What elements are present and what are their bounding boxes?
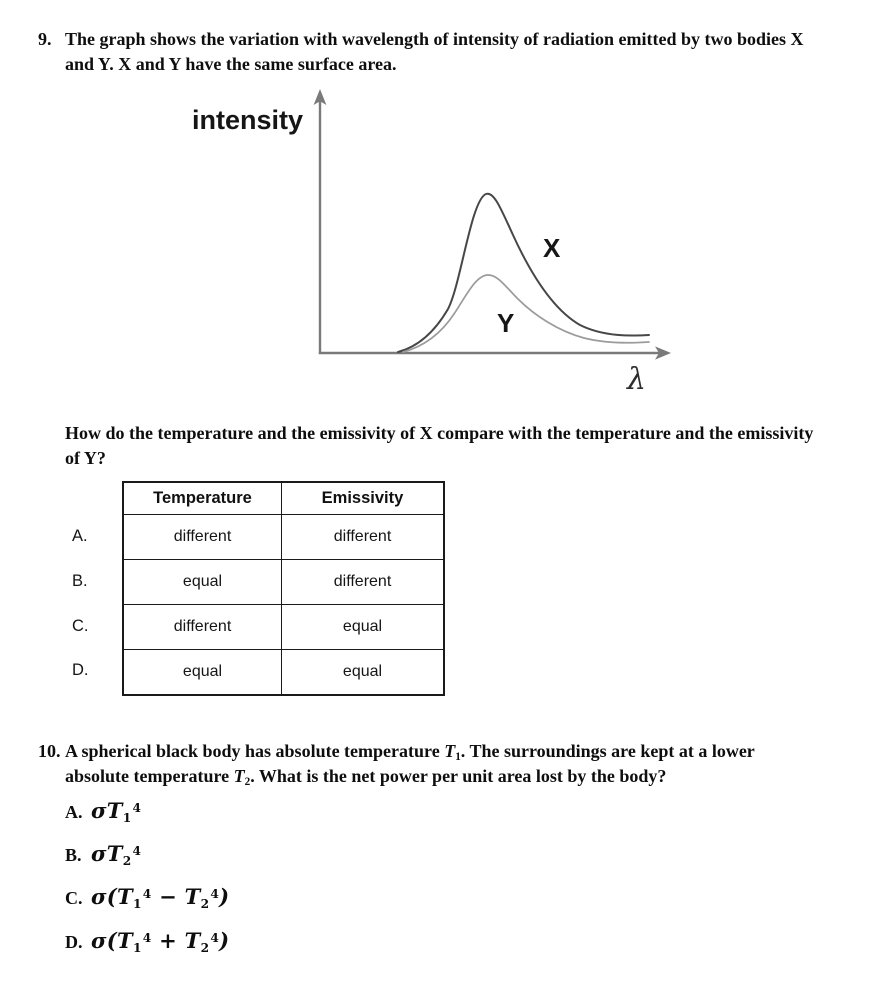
q10-line1-pre: A spherical black body has absolute temperature: [65, 741, 445, 761]
option-label-b: B.: [72, 572, 88, 590]
question-10-line-1: [65, 739, 755, 764]
q10-line2-variable: [234, 766, 251, 786]
cell-d-emissivity: equal: [282, 650, 445, 696]
q10-option-b-formula: $\sigma T_2^4$: [91, 841, 142, 868]
q10-line1-variable: [444, 741, 461, 761]
q10-line2-post: . What is the net power per unit area lost by the body?: [250, 766, 667, 786]
curve-x: [398, 194, 649, 352]
table-row-c: [123, 605, 444, 650]
table-row-a: [123, 515, 444, 560]
curve-y-label: Y: [497, 308, 515, 338]
question-10-number: 10.: [38, 741, 61, 761]
question-9-text: [65, 27, 804, 77]
y-axis-label: intensity: [192, 105, 304, 135]
question-10-line-2: [65, 764, 755, 789]
q10-line2-var-subscript: 2: [244, 775, 251, 788]
table-row-b: [123, 560, 444, 605]
q10-option-c: [65, 884, 229, 914]
curve-y: [403, 275, 649, 352]
q10-option-d-formula: $\sigma(T_1^4 + T_2^4)$: [91, 928, 230, 955]
question-10-text: [65, 739, 755, 789]
q10-option-b: [65, 841, 141, 871]
question-9-prompt-line-2: of Y?: [65, 448, 106, 468]
table-row-d: [123, 650, 444, 696]
table-header-row: [123, 482, 444, 515]
intensity-wavelength-graph: [180, 85, 680, 395]
q10-line1-var-subscript: 1: [455, 750, 461, 763]
q10-option-c-label: C.: [65, 888, 83, 908]
q10-line2-pre: absolute temperature: [65, 766, 234, 786]
cell-d-temperature: equal: [123, 650, 282, 696]
question-9-line-1: The graph shows the variation with wavelength of intensity of radiation emitted by two bodies X: [65, 29, 804, 49]
question-9-prompt-line-1: How do the temperature and the emissivity of X compare with the temperature and the emissivity: [65, 423, 814, 443]
table-header-emissivity: Emissivity: [282, 482, 445, 515]
q10-line2-var-letter: T: [233, 766, 245, 786]
option-label-d: D.: [72, 661, 89, 679]
cell-a-temperature: different: [123, 515, 282, 560]
q10-line1-post: . The surroundings are kept at a lower: [460, 741, 755, 761]
answer-table: [122, 481, 445, 696]
option-label-c: C.: [72, 617, 89, 635]
cell-a-emissivity: different: [282, 515, 445, 560]
q10-option-a-formula: $\sigma T_1^4$: [91, 798, 142, 825]
option-label-a: A.: [72, 527, 88, 545]
question-9-number: 9.: [38, 29, 52, 49]
cell-b-emissivity: different: [282, 560, 445, 605]
table-header-temperature: Temperature: [123, 482, 282, 515]
q10-option-c-formula: $\sigma(T_1^4 - T_2^4)$: [91, 884, 230, 911]
cell-b-temperature: equal: [123, 560, 282, 605]
q10-option-a: [65, 798, 141, 828]
q10-option-a-label: A.: [65, 802, 83, 822]
cell-c-emissivity: equal: [282, 605, 445, 650]
question-9-prompt: [65, 421, 813, 471]
q10-option-d-label: D.: [65, 932, 83, 952]
cell-c-temperature: different: [123, 605, 282, 650]
question-9-line-2: and Y. X and Y have the same surface area.: [65, 54, 397, 74]
curve-x-label: X: [543, 233, 561, 263]
q10-option-d: [65, 928, 229, 958]
x-axis-label: λ: [627, 362, 647, 395]
q10-option-b-label: B.: [65, 845, 82, 865]
q10-line1-var-letter: T: [444, 741, 456, 761]
